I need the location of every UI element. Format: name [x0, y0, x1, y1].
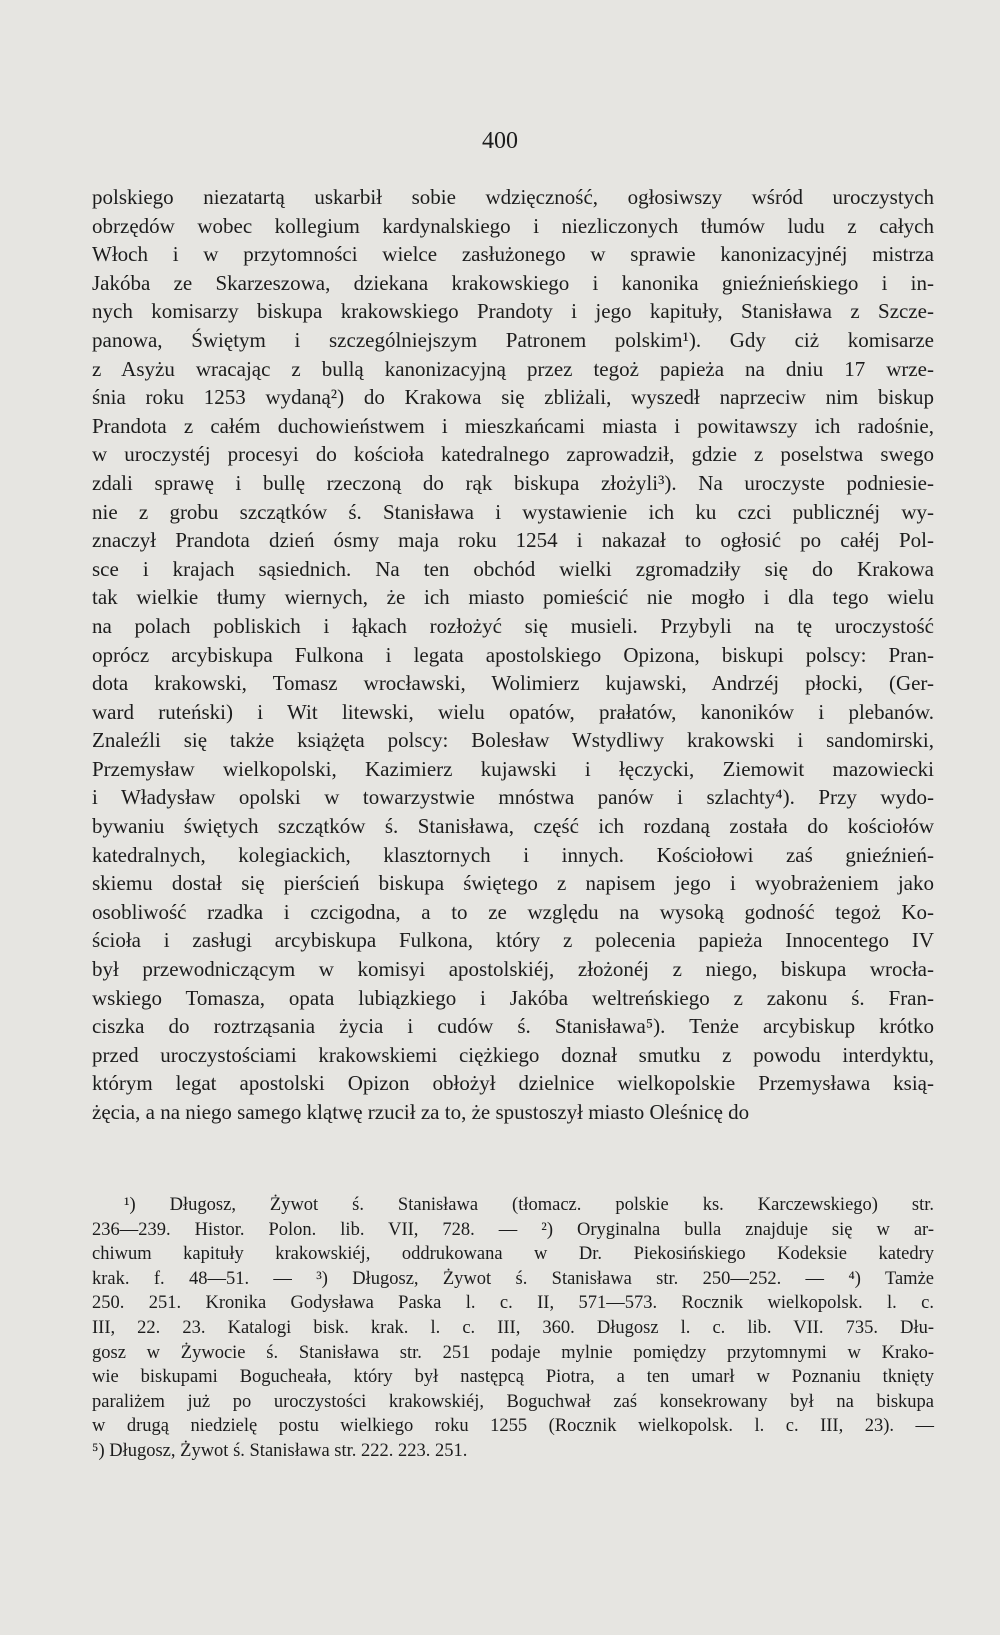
- text-line: ward ruteński) i Wit litewski, wielu opatów, prałatów, kanoników i plebanów.: [92, 699, 934, 724]
- text-line: był przewodniczącym w komisyi apostolskiéj, złożonéj z niego, biskupa wrocła-: [92, 957, 934, 982]
- text-line: Prandota z całém duchowieństwem i mieszkańcami miasta i powitawszy ich radośnie,: [92, 413, 934, 438]
- text-line: katedralnych, kolegiackich, klasztornych i innych. Kościołowi zaś gnieźnień-: [92, 842, 934, 867]
- text-line: przed uroczystościami krakowskiemi ciężkiego doznał smutku z powodu interdyktu,: [92, 1042, 934, 1067]
- footnote-line: krak. f. 48—51. — ³) Długosz, Żywot ś. Stanisława str. 250—252. — ⁴) Tamże: [92, 1268, 934, 1289]
- text-line: znaczył Prandota dzień ósmy maja roku 1254 i nakazał to ogłosić po całéj Pol-: [92, 528, 934, 553]
- main-text-block: [92, 183, 934, 1127]
- footnote-line: 236—239. Histor. Polon. lib. VII, 728. — ²) Oryginalna bulla znajduje się w ar-: [92, 1219, 934, 1240]
- page-number: 400: [482, 128, 518, 154]
- footnotes-block: [92, 1193, 934, 1464]
- text-line: na polach pobliskich i łąkach rozłożyć się musieli. Przybyli na tę uroczystość: [92, 613, 934, 638]
- footnote-line: ⁵) Długosz, Żywot ś. Stanisława str. 222. 223. 251.: [92, 1440, 468, 1461]
- text-line: Przemysław wielkopolski, Kazimierz kujawski i łęczycki, Ziemowit mazowiecki: [92, 756, 934, 781]
- text-line: ścioła i zasługi arcybiskupa Fulkona, który z polecenia papieża Innocentego IV: [92, 928, 934, 953]
- text-line: tak wielkie tłumy wiernych, że ich miasto pomieścić nie mogło i dla tego wielu: [92, 585, 934, 610]
- text-line: żęcia, a na niego samego klątwę rzucił za to, że spustoszył miasto Oleśnicę do: [92, 1100, 750, 1124]
- text-line: w uroczystéj procesyi do kościoła katedralnego zaprowadził, gdzie z poselstwa swego: [92, 442, 934, 467]
- text-line: dota krakowski, Tomasz wrocławski, Wolimierz kujawski, Andrzéj płocki, (Ger-: [92, 671, 934, 696]
- text-line: ciszka do roztrząsania życia i cudów ś. Stanisława⁵). Tenże arcybiskup krótko: [92, 1014, 934, 1039]
- text-line: Jakóba ze Skarzeszowa, dziekana krakowskiego i kanonika gnieźnieńskiego i in-: [92, 270, 934, 295]
- footnote-line: gosz w Żywocie ś. Stanisława str. 251 podaje mylnie pomiędzy przytomnymi w Krako-: [92, 1342, 934, 1363]
- text-line: Znaleźli się także książęta polscy: Bolesław Wstydliwy krakowski i sandomirski,: [92, 728, 934, 753]
- footnote-line: chiwum kapituły krakowskiéj, oddrukowana w Dr. Piekosińskiego Kodeksie katedry: [92, 1244, 934, 1265]
- text-line: i Władysław opolski w towarzystwie mnóstwa panów i szlachty⁴). Przy wydo-: [92, 785, 934, 810]
- footnote-line: paraliżem już po uroczystości krakowskiéj, Boguchwał zaś konsekrowany był na biskupa: [92, 1391, 934, 1412]
- text-line: wskiego Tomasza, opata lubiązkiego i Jakóba weltreńskiego z zakonu ś. Fran-: [92, 985, 934, 1010]
- footnote-line: w drugą niedzielę postu wielkiego roku 1255 (Rocznik wielkopolsk. l. c. III, 23). —: [92, 1416, 934, 1437]
- text-line: sce i krajach sąsiednich. Na ten obchód wielki zgromadziły się do Krakowa: [92, 556, 934, 581]
- footnote-line: wie biskupami Bogucheała, który był następcą Piotra, a ten umarł w Poznaniu tknięty: [92, 1367, 934, 1388]
- text-line: oprócz arcybiskupa Fulkona i legata apostolskiego Opizona, biskupi polscy: Pran-: [92, 642, 934, 667]
- text-line: panowa, Świętym i szczególniejszym Patronem polskim¹). Gdy ciż komisarze: [92, 327, 934, 352]
- text-line: obrzędów wobec kollegium kardynalskiego i niezliczonych tłumów ludu z całych: [92, 213, 934, 238]
- text-line: zdali sprawę i bullę rzeczoną do rąk biskupa złożyli³). Na uroczyste podniesie-: [92, 470, 934, 495]
- text-line: Włoch i w przytomności wielce zasłużonego w sprawie kanonizacyjnéj mistrza: [92, 242, 934, 267]
- text-line: bywaniu świętych szczątków ś. Stanisława, część ich rozdaną została do kościołów: [92, 814, 934, 839]
- text-line: nie z grobu szczątków ś. Stanisława i wystawienie ich ku czci publicznéj wy-: [92, 499, 934, 524]
- text-line: polskiego niezatartą uskarbił sobie wdzięczność, ogłosiwszy wśród uroczystych: [92, 185, 934, 209]
- text-line: nych komisarzy biskupa krakowskiego Prandoty i jego kapituły, Stanisława z Szcze-: [92, 299, 934, 324]
- footnote-line: III, 22. 23. Katalogi bisk. krak. l. c. III, 360. Długosz l. c. lib. VII. 735. Dłu-: [92, 1317, 934, 1338]
- text-line: z Asyżu wracając z bullą kanonizacyjną przez tegoż papieża na dniu 17 wrze-: [92, 356, 934, 381]
- text-line: którym legat apostolski Opizon obłożył dzielnice wielkopolskie Przemysława ksią-: [92, 1071, 934, 1096]
- text-line: skiemu dostał się pierścień biskupa świętego z napisem jego i wyobrażeniem jako: [92, 871, 934, 896]
- footnote-line: 250. 251. Kronika Godysława Paska l. c. II, 571—573. Rocznik wielkopolsk. l. c.: [92, 1293, 934, 1314]
- text-line: osobliwość rzadka i czcigodna, a to ze względu na wysoką godność tegoż Ko-: [92, 899, 934, 924]
- footnote-line: ¹) Długosz, Żywot ś. Stanisława (tłomacz. polskie ks. Karczewskiego) str.: [124, 1195, 934, 1215]
- text-line: śnia roku 1253 wydaną²) do Krakowa się zbliżali, wyszedł naprzeciw nim biskup: [92, 385, 934, 410]
